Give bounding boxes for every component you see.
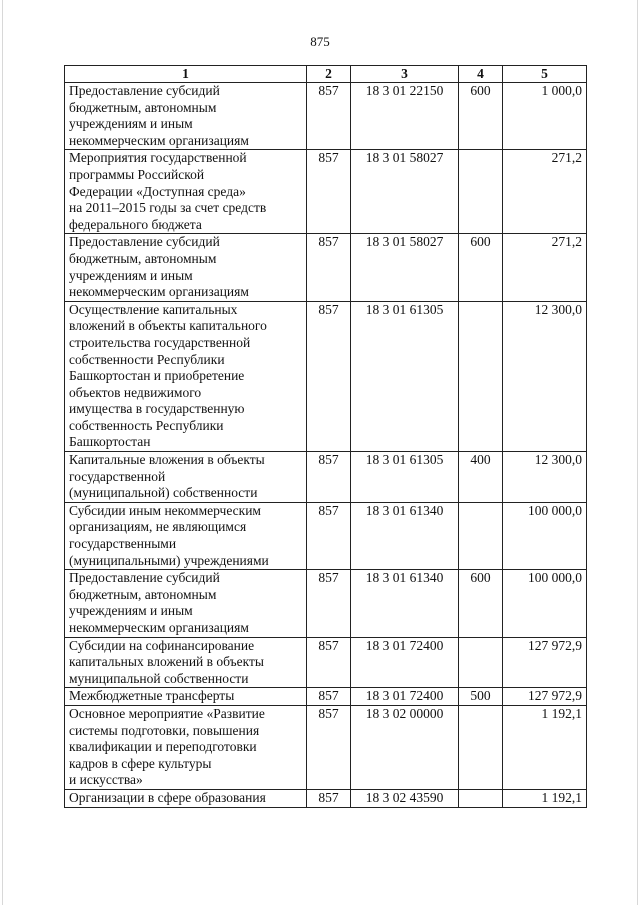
- header-col-5: 5: [503, 66, 587, 83]
- header-col-1: 1: [65, 66, 307, 83]
- row-ministry-code-cell: 857: [307, 637, 351, 688]
- row-expense-type-cell: 600: [459, 83, 503, 150]
- row-target-code-cell: 18 3 01 72400: [351, 637, 459, 688]
- row-target-code-cell: 18 3 01 61305: [351, 301, 459, 451]
- row-amount-cell: 12 300,0: [503, 452, 587, 503]
- table-body: [65, 83, 587, 808]
- row-expense-type-cell: 400: [459, 452, 503, 503]
- row-target-code-cell: 18 3 01 61340: [351, 502, 459, 569]
- scan-edge-left: [2, 0, 3, 905]
- table-row: [65, 452, 587, 503]
- row-expense-type-cell: 500: [459, 688, 503, 706]
- row-target-code-cell: 18 3 01 58027: [351, 234, 459, 301]
- header-row: [65, 66, 587, 83]
- scan-edge-right: [637, 0, 638, 905]
- row-ministry-code-cell: 857: [307, 83, 351, 150]
- table-row: [65, 688, 587, 706]
- row-target-code-cell: 18 3 01 22150: [351, 83, 459, 150]
- row-ministry-code-cell: 857: [307, 150, 351, 234]
- row-name-cell: Субсидии иным некоммерческим организациям, не являющимся государственными (муниципальными) учреждениями: [65, 502, 307, 569]
- table-row: [65, 234, 587, 301]
- header-col-3: 3: [351, 66, 459, 83]
- table-header: [65, 66, 587, 83]
- row-ministry-code-cell: 857: [307, 452, 351, 503]
- row-ministry-code-cell: 857: [307, 301, 351, 451]
- row-amount-cell: 1 192,1: [503, 705, 587, 789]
- row-expense-type-cell: [459, 150, 503, 234]
- row-target-code-cell: 18 3 02 43590: [351, 789, 459, 807]
- row-amount-cell: 100 000,0: [503, 502, 587, 569]
- row-expense-type-cell: 600: [459, 234, 503, 301]
- row-target-code-cell: 18 3 01 58027: [351, 150, 459, 234]
- table-row: [65, 637, 587, 688]
- page-number: 875: [310, 34, 330, 49]
- header-col-4: 4: [459, 66, 503, 83]
- row-name-cell: Межбюджетные трансферты: [65, 688, 307, 706]
- row-name-cell: Основное мероприятие «Развитие системы подготовки, повышения квалификации и переподготовки кадров в сфере культуры и искусства»: [65, 705, 307, 789]
- row-target-code-cell: 18 3 01 61305: [351, 452, 459, 503]
- row-target-code-cell: 18 3 01 72400: [351, 688, 459, 706]
- row-amount-cell: 1 192,1: [503, 789, 587, 807]
- row-ministry-code-cell: 857: [307, 502, 351, 569]
- row-ministry-code-cell: 857: [307, 789, 351, 807]
- row-amount-cell: 271,2: [503, 150, 587, 234]
- row-amount-cell: 1 000,0: [503, 83, 587, 150]
- row-expense-type-cell: [459, 502, 503, 569]
- row-expense-type-cell: [459, 301, 503, 451]
- table-row: [65, 570, 587, 637]
- row-ministry-code-cell: 857: [307, 688, 351, 706]
- row-expense-type-cell: [459, 705, 503, 789]
- row-expense-type-cell: 600: [459, 570, 503, 637]
- budget-table: [64, 65, 587, 808]
- row-amount-cell: 127 972,9: [503, 637, 587, 688]
- row-amount-cell: 127 972,9: [503, 688, 587, 706]
- row-expense-type-cell: [459, 789, 503, 807]
- row-name-cell: Капитальные вложения в объекты государственной (муниципальной) собственности: [65, 452, 307, 503]
- row-amount-cell: 100 000,0: [503, 570, 587, 637]
- row-name-cell: Организации в сфере образования: [65, 789, 307, 807]
- row-name-cell: Субсидии на софинансирование капитальных вложений в объекты муниципальной собственности: [65, 637, 307, 688]
- header-col-2: 2: [307, 66, 351, 83]
- row-ministry-code-cell: 857: [307, 234, 351, 301]
- table-row: [65, 150, 587, 234]
- row-amount-cell: 12 300,0: [503, 301, 587, 451]
- row-amount-cell: 271,2: [503, 234, 587, 301]
- table-row: [65, 83, 587, 150]
- table-row: [65, 502, 587, 569]
- table-row: [65, 789, 587, 807]
- table-row: [65, 705, 587, 789]
- row-target-code-cell: 18 3 02 00000: [351, 705, 459, 789]
- row-ministry-code-cell: 857: [307, 705, 351, 789]
- row-name-cell: Предоставление субсидий бюджетным, автономным учреждениям и иным некоммерческим организациям: [65, 83, 307, 150]
- row-name-cell: Предоставление субсидий бюджетным, автономным учреждениям и иным некоммерческим организациям: [65, 570, 307, 637]
- row-expense-type-cell: [459, 637, 503, 688]
- row-name-cell: Осуществление капитальных вложений в объекты капитального строительства государственной собственности Республики Башкортостан и приобретение объектов недвижимого имущества в государственную собственность Республики Башкортостан: [65, 301, 307, 451]
- table-row: [65, 301, 587, 451]
- row-name-cell: Мероприятия государственной программы Российской Федерации «Доступная среда» на 2011–2015 годы за счет средств федерального бюджета: [65, 150, 307, 234]
- row-name-cell: Предоставление субсидий бюджетным, автономным учреждениям и иным некоммерческим организациям: [65, 234, 307, 301]
- row-ministry-code-cell: 857: [307, 570, 351, 637]
- row-target-code-cell: 18 3 01 61340: [351, 570, 459, 637]
